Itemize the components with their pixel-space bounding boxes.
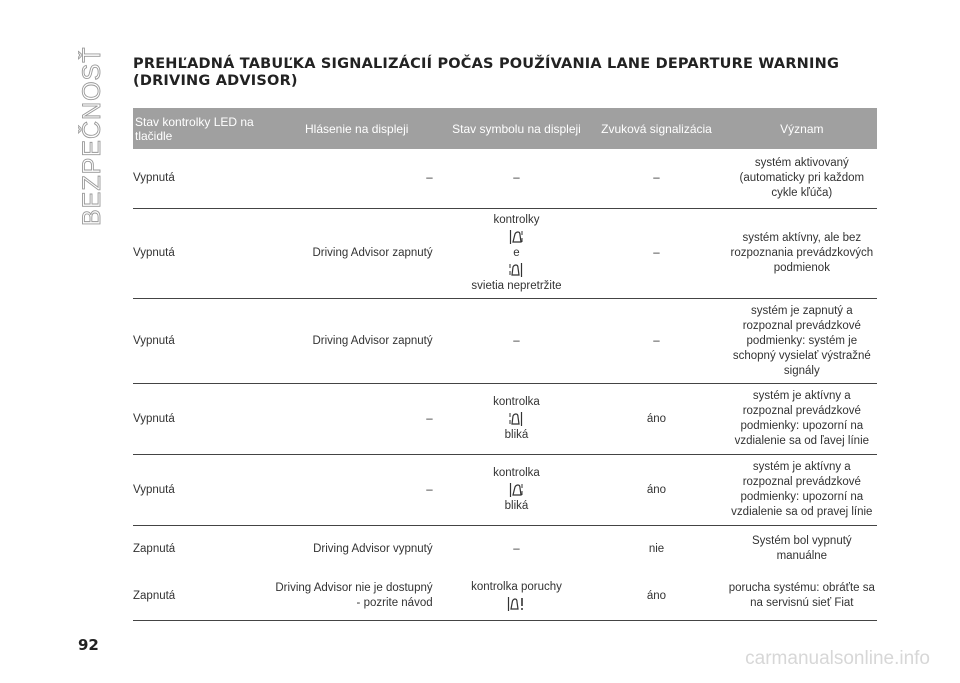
lane-departure-right-icon: [509, 262, 523, 278]
cell-display-message: Driving Advisor vypnutý: [313, 542, 433, 555]
lane-departure-left-icon: [509, 229, 523, 245]
cell-meaning: systém aktivovaný (automaticky pri každom cykle kľúča): [727, 149, 877, 209]
header-display-message: Hlásenie na displeji: [267, 108, 447, 149]
table-row: [133, 526, 877, 573]
cell-meaning: systém je aktívny a rozpoznal prevádzkové podmienky: upozorní na vzdialenie sa od pravej línie: [727, 455, 877, 526]
cell-display-message: –: [267, 455, 447, 526]
cell-sound: áno: [586, 455, 726, 526]
cell-symbol-state: –: [447, 149, 587, 209]
symbol-text-top: kontrolka: [493, 396, 540, 408]
lane-departure-fault-icon: [507, 596, 525, 612]
symbol-text-mid: e: [513, 247, 520, 259]
cell-led-state: Zapnutá: [133, 542, 176, 555]
watermark: carmanualsonline.info: [745, 648, 930, 669]
section-side-label-text: BEZPEČNOSŤ: [78, 46, 106, 226]
symbol-text-top: kontrolka: [493, 467, 540, 479]
signal-table: [133, 108, 877, 621]
cell-led-state: Vypnutá: [133, 455, 267, 526]
cell-symbol-state: –: [513, 542, 520, 555]
cell-sound: –: [586, 209, 726, 299]
header-sound: Zvuková signalizácia: [586, 108, 726, 149]
cell-display-message: –: [267, 384, 447, 455]
table-row: [133, 384, 877, 455]
table-row: [133, 299, 877, 384]
table-row: [133, 149, 877, 209]
symbol-text-bottom: svietia nepretržite: [471, 280, 562, 292]
cell-display-message: Driving Advisor zapnutý: [267, 209, 447, 299]
section-side-label-graphic: [78, 36, 108, 236]
lane-departure-left-icon: [509, 482, 523, 498]
cell-display-message: Driving Advisor zapnutý: [267, 299, 447, 384]
symbol-text-top: kontrolka poruchy: [471, 580, 562, 593]
cell-symbol-state: [447, 572, 587, 621]
cell-symbol-state: [447, 209, 587, 299]
table-row: [133, 209, 877, 299]
cell-meaning: Systém bol vypnutý manuálne: [751, 535, 852, 562]
cell-led-state: Vypnutá: [133, 384, 267, 455]
cell-sound: nie: [648, 542, 665, 555]
cell-symbol-state: [447, 455, 587, 526]
cell-sound: áno: [586, 384, 726, 455]
table-row: [133, 455, 877, 526]
symbol-text-bottom: bliká: [504, 429, 529, 441]
cell-sound: áno: [586, 572, 726, 621]
cell-led-state: Vypnutá: [133, 299, 267, 384]
header-led-state: Stav kontrolky LED na tlačidle: [133, 108, 267, 149]
cell-display-message: Driving Advisor nie je dostupný - pozrite návod: [267, 572, 447, 621]
cell-led-state: Vypnutá: [133, 149, 267, 209]
cell-display-message: –: [267, 149, 447, 209]
symbol-text-bottom: bliká: [504, 500, 529, 512]
cell-meaning: porucha systému: obráťte sa na servisnú sieť Fiat: [727, 572, 877, 621]
cell-meaning: systém je zapnutý a rozpoznal prevádzkové podmienky: systém je schopný vysielať výstražné signály: [727, 299, 877, 384]
cell-led-state: Vypnutá: [133, 209, 267, 299]
lane-departure-right-icon: [509, 411, 523, 427]
page-number: 92: [78, 636, 99, 654]
cell-led-state: Zapnutá: [133, 572, 267, 621]
page-title: PREHĽADNÁ TABUĽKA SIGNALIZÁCIÍ POČAS POUŽÍVANIA LANE DEPARTURE WARNING (DRIVING ADVISOR): [133, 56, 840, 89]
header-symbol-state: Stav symbolu na displeji: [447, 108, 587, 149]
cell-sound: –: [586, 299, 726, 384]
header-meaning: Význam: [727, 108, 877, 149]
cell-meaning: systém aktívny, ale bez rozpoznania prevádzkových podmienok: [727, 209, 877, 299]
cell-meaning: systém je aktívny a rozpoznal prevádzkové podmienky: upozorní na vzdialenie sa od ľavej línie: [727, 384, 877, 455]
cell-symbol-state: –: [447, 299, 587, 384]
cell-sound: –: [586, 149, 726, 209]
cell-symbol-state: [447, 384, 587, 455]
table-header-row: [133, 108, 877, 149]
table-row: [133, 572, 877, 621]
section-side-label: [78, 36, 108, 236]
symbol-text-top: kontrolky: [493, 214, 540, 226]
